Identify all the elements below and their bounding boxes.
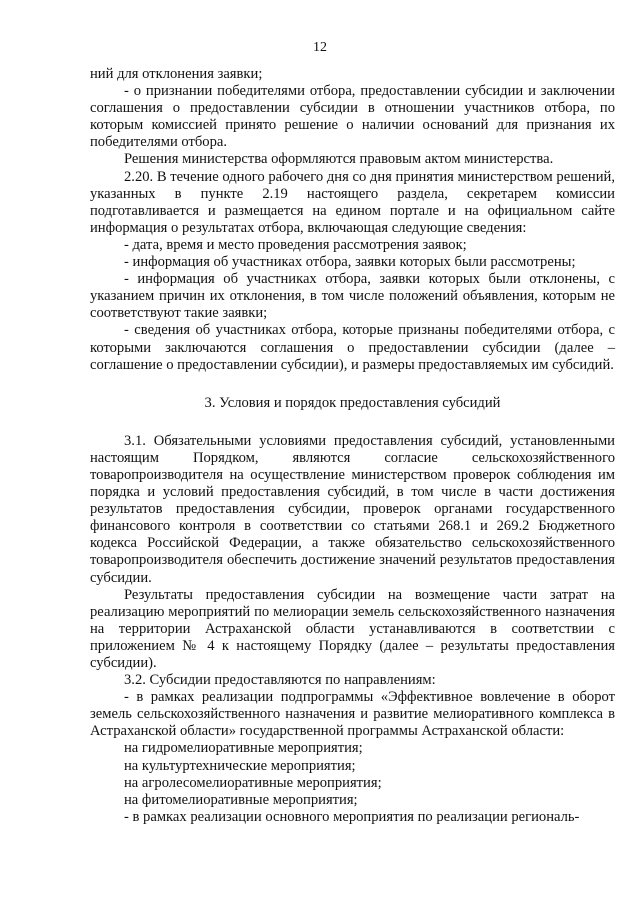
list-item: - дата, время и место проведения рассмотрения заявок; xyxy=(124,236,467,253)
paragraph: - о признании победителями отбора, предоставлении субсидии и заключении соглашения о предоставлении субсидии в отношении участников отбора, по которым комиссией принято решение о наличии оснований для признания их победителями отбора. xyxy=(90,83,615,151)
list-item: на фитомелиоративные мероприятия; xyxy=(124,791,358,808)
list-item: - сведения об участниках отбора, которые признаны победителями отбора, с которыми заключаются соглашения о предоставлении субсидии (далее – соглашение о предоставлении субсидии), и размеры предоставляемых им субсидий. xyxy=(90,322,615,373)
paragraph: 3.1. Обязательными условиями предоставления субсидий, установленными настоящим Порядком, являются согласие сельскохозяйственного товаропроизводителя на осуществление министерством проверок соблюдения им порядка и условий предоставления субсидий, в том числе в части достижения результатов предоставления субсидии, проверок органами государственного финансового контроля в соответствии со статьями 268.1 и 269.2 Бюджетного кодекса Российской Федерации, а также обязательство сельскохозяйственного товаропроизводителя обеспечить достижение значений результатов предоставления субсидии. xyxy=(90,432,615,586)
paragraph: Результаты предоставления субсидии на возмещение части затрат на реализацию мероприятий по мелиорации земель сельскохозяйственного назначения на территории Астраханской области устанавливаются в соответствии с приложением № 4 к настоящему Порядку (далее – результаты предоставления субсидии). xyxy=(90,586,615,671)
paragraph: 3.2. Субсидии предоставляются по направлениям: xyxy=(124,672,436,689)
list-item: - информация об участниках отбора, заявки которых были рассмотрены; xyxy=(124,254,576,271)
list-item: на культуртехнические мероприятия; xyxy=(124,757,356,774)
list-item: - информация об участниках отбора, заявки которых были отклонены, с указанием причин их отклонения, в том числе положений объявления, которым не соответствуют такие заявки; xyxy=(90,271,615,322)
page-number: 12 xyxy=(313,40,327,55)
paragraph: Решения министерства оформляются правовым актом министерства. xyxy=(124,151,554,168)
paragraph: 2.20. В течение одного рабочего дня со дня принятия министерством решений, указанных в пункте 2.19 настоящего раздела, секретарем комиссии подготавливается и размещается на едином портале и на официальном сайте информация о результатах отбора, включающая следующие сведения: xyxy=(90,168,615,236)
list-item: на агролесомелиоративные мероприятия; xyxy=(124,774,382,791)
section-heading: 3. Условия и порядок предоставления субсидий xyxy=(204,394,501,411)
list-item: на гидромелиоративные мероприятия; xyxy=(124,740,363,757)
document-body xyxy=(90,66,615,826)
list-item: - в рамках реализации подпрограммы «Эффективное вовлечение в оборот земель сельскохозяйственного назначения и развитие мелиоративного комплекса в Астраханской области» государственной программы Астраханской области: xyxy=(90,689,615,740)
list-item: - в рамках реализации основного мероприятия по реализации региональ- xyxy=(124,808,580,825)
paragraph: ний для отклонения заявки; xyxy=(90,66,263,82)
